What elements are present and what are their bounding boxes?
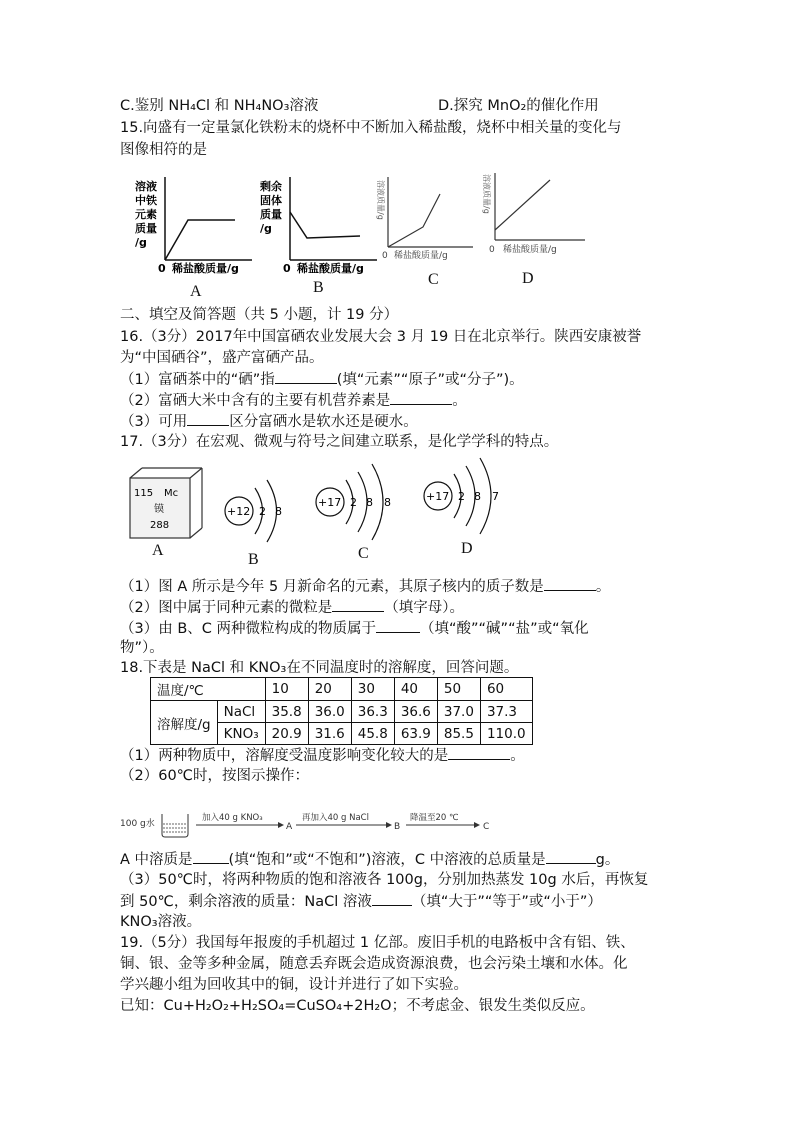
q19-line-1: 19.（5分）我国每年报废的手机超过 1 亿部。废旧手机的电路板中含有铝、铁、: [120, 935, 635, 951]
diagram-letter-a: A: [152, 542, 164, 559]
graph-b-ylabel-1: 固体: [260, 194, 282, 207]
table-cell: 37.3: [480, 701, 532, 723]
graph-a-ylabel-1: 中铁: [135, 194, 157, 207]
graph-d-ylabel: 溶液质量/g: [482, 174, 491, 214]
answer-blank[interactable]: [448, 745, 510, 760]
graph-a: [130, 172, 255, 287]
graph-b-ylabel-3: /g: [260, 222, 272, 235]
beaker-icon: [162, 814, 188, 837]
option-d: D.探究 MnO₂的催化作用: [438, 98, 599, 114]
table-cell: 36.6: [394, 701, 437, 723]
option-c: C.鉴别 NH₄Cl 和 NH₄NO₃溶液: [120, 98, 319, 114]
element-box: [130, 468, 202, 538]
atom-b-shell-1: 2: [259, 505, 266, 518]
graph-b-ylabel-0: 剩余: [260, 180, 282, 193]
q17-sub-3: （3）由 B、C 两种微粒构成的物质属于 （填“酸”“碱”“盐”或“氧化: [120, 618, 589, 639]
graph-c: [368, 172, 478, 272]
flow-step-1: 加入40 g KNO₃: [202, 813, 263, 823]
atom-b: [225, 480, 282, 542]
atom-d-nucleus: +17: [426, 490, 450, 503]
q18-line-1: 18.下表是 NaCl 和 KNO₃在不同温度时的溶解度，回答问题。: [120, 660, 519, 676]
table-cell: 45.8: [351, 723, 394, 745]
graph-d: [475, 168, 590, 268]
table-row: [151, 701, 533, 723]
graph-a-ylabel-4: /g: [135, 236, 147, 249]
table-cell: 36.0: [308, 701, 351, 723]
graph-c-xlabel: 稀盐酸质量/g: [394, 251, 448, 261]
solubility-table: [150, 677, 533, 745]
answer-blank[interactable]: [193, 849, 229, 864]
q17-line-1: 17.（3分）在宏观、微观与符号之间建立联系，是化学学科的特点。: [120, 434, 559, 450]
answer-blank[interactable]: [372, 891, 412, 906]
flow-step-2: 再加入40 g NaCl: [302, 813, 369, 823]
graph-d-origin: 0: [489, 245, 495, 255]
graph-b: [255, 172, 380, 287]
answer-blank[interactable]: [546, 849, 596, 864]
diagram-letter-b: B: [248, 551, 259, 568]
flow-step-3: 降温至20 ℃: [410, 813, 459, 823]
graph-a-ylabel-3: 质量: [135, 222, 157, 235]
flow-start: 100 g水: [120, 819, 155, 829]
table-cell: 30: [351, 678, 394, 701]
diagram-letter-c: C: [358, 545, 369, 562]
table-cell: 20: [308, 678, 351, 701]
table-cell: 20.9: [265, 723, 308, 745]
graph-c-curve: [388, 194, 440, 247]
q18-sub-3-line-1: （3）50℃时，将两种物质的饱和溶液各 100g，分别加热蒸发 10g 水后，再恢复: [120, 872, 649, 888]
graph-a-ylabel-2: 元素: [135, 208, 157, 221]
table-cell: 37.0: [437, 701, 480, 723]
atom-d-shell-3: 7: [492, 490, 499, 503]
answer-blank[interactable]: [544, 576, 596, 591]
graph-a-curve: [165, 220, 235, 260]
atom-d-shell-1: 2: [458, 490, 465, 503]
q17-sub-3-cont: 物”）。: [120, 640, 164, 656]
table-cell: 50: [437, 678, 480, 701]
table-cell: 63.9: [394, 723, 437, 745]
atom-d: [424, 458, 499, 534]
graph-c-ylabel: 溶液质量/g: [376, 180, 385, 220]
atom-c: [316, 464, 391, 540]
q18-sub-3-line-3: KNO₃溶液。: [120, 914, 202, 930]
atom-c-shell-1: 2: [350, 496, 357, 509]
graph-b-curve: [290, 212, 360, 238]
graph-a-origin: 0: [158, 262, 166, 275]
graph-a-xlabel: 稀盐酸质量/g: [172, 262, 239, 275]
q17-sub-1: （1）图 A 所示是今年 5 月新命名的元素，其原子核内的质子数是 。: [120, 576, 610, 597]
atom-c-shell-2: 8: [366, 496, 373, 509]
q19-line-3: 学兴趣小组为回收其中的铜，设计并进行了如下实验。: [120, 977, 468, 993]
table-cell: 36.3: [351, 701, 394, 723]
q18-sub-3-line-2: 到 50℃，剩余溶液的质量：NaCl 溶液 （填“大于”“等于”或“小于”）: [120, 891, 602, 912]
q17-sub-2: （2）图中属于同种元素的微粒是 （填字母）。: [120, 597, 464, 618]
solubility-header: 溶解度/g: [151, 701, 218, 745]
graph-b-letter: B: [313, 279, 324, 296]
temp-header: 温度/℃: [151, 678, 266, 701]
graph-d-curve: [495, 180, 550, 230]
table-cell: 110.0: [480, 723, 532, 745]
graph-a-letter: A: [190, 283, 202, 300]
graph-d-letter: D: [522, 270, 534, 287]
graph-b-xlabel: 稀盐酸质量/g: [297, 262, 364, 275]
q16-sub-3: （3）可用 区分富硒水是软水还是硬水。: [120, 411, 418, 432]
q19-line-2: 铜、银、金等多种金属，随意丢弃既会造成资源浪费，也会污染土壤和水体。化: [120, 956, 628, 972]
table-cell: 31.6: [308, 723, 351, 745]
diagram-letter-d: D: [461, 540, 473, 557]
element-symbol: Mc: [164, 488, 179, 499]
atom-c-shell-3: 8: [384, 496, 391, 509]
section-heading: 二、填空及简答题（共 5 小题，计 19 分）: [120, 307, 399, 323]
flow-b: B: [394, 822, 401, 832]
atom-b-nucleus: +12: [227, 505, 251, 518]
atom-c-nucleus: +17: [318, 496, 342, 509]
q15-stem-1: 15.向盛有一定量氯化铁粉末的烧杯中不断加入稀盐酸，烧杯中相关量的变化与: [120, 120, 622, 136]
atom-d-shell-2: 8: [474, 490, 481, 503]
graph-a-ylabel-0: 溶液: [135, 180, 157, 193]
answer-blank[interactable]: [275, 369, 337, 384]
table-row: [151, 678, 533, 701]
element-number: 115: [134, 488, 154, 499]
table-cell: 40: [394, 678, 437, 701]
graph-b-origin: 0: [283, 262, 291, 275]
process-flow: [118, 810, 498, 844]
q16-line-2: 为“中国硒谷”，盛产富硒产品。: [120, 350, 324, 366]
q16-sub-1: （1）富硒茶中的“硒”指 (填“元素”“原子”或“分子”)。: [120, 369, 524, 390]
q16-line-1: 16.（3分）2017年中国富硒农业发展大会 3 月 19 日在北京举行。陕西安康被誉: [120, 329, 642, 345]
flow-a: A: [286, 822, 293, 832]
answer-blank[interactable]: [376, 618, 420, 633]
flow-c: C: [483, 822, 490, 832]
q19-line-4: 已知：Cu+H₂O₂+H₂SO₄=CuSO₄+2H₂O；不考虑金、银发生类似反应。: [120, 998, 595, 1014]
q18-sub-2: （2）60℃时，按图示操作：: [120, 768, 309, 784]
q15-stem-2: 图像相符的是: [120, 142, 207, 158]
table-cell: 35.8: [265, 701, 308, 723]
answer-blank[interactable]: [187, 411, 229, 426]
graph-c-origin: 0: [382, 251, 388, 261]
element-mass: 288: [150, 520, 170, 531]
q18-sub-1: （1）两种物质中，溶解度受温度影响变化较大的是 。: [120, 745, 525, 766]
table-cell: 10: [265, 678, 308, 701]
graph-b-ylabel-2: 质量: [260, 208, 282, 221]
q16-sub-2: （2）富硒大米中含有的主要有机营养素是 。: [120, 390, 467, 411]
graph-d-xlabel: 稀盐酸质量/g: [503, 245, 557, 255]
table-cell: NaCl: [217, 701, 265, 723]
answer-blank[interactable]: [332, 597, 384, 612]
table-cell: KNO₃: [217, 723, 265, 745]
element-name: 镆: [154, 504, 164, 515]
answer-blank[interactable]: [390, 390, 452, 405]
table-cell: 60: [480, 678, 532, 701]
q18-sub-2b: A 中溶质是 (填“饱和”或“不饱和”)溶液，C 中溶液的总质量是 g。: [120, 849, 619, 870]
atom-b-shell-2: 8: [275, 505, 282, 518]
graph-c-letter: C: [428, 271, 439, 288]
table-cell: 85.5: [437, 723, 480, 745]
